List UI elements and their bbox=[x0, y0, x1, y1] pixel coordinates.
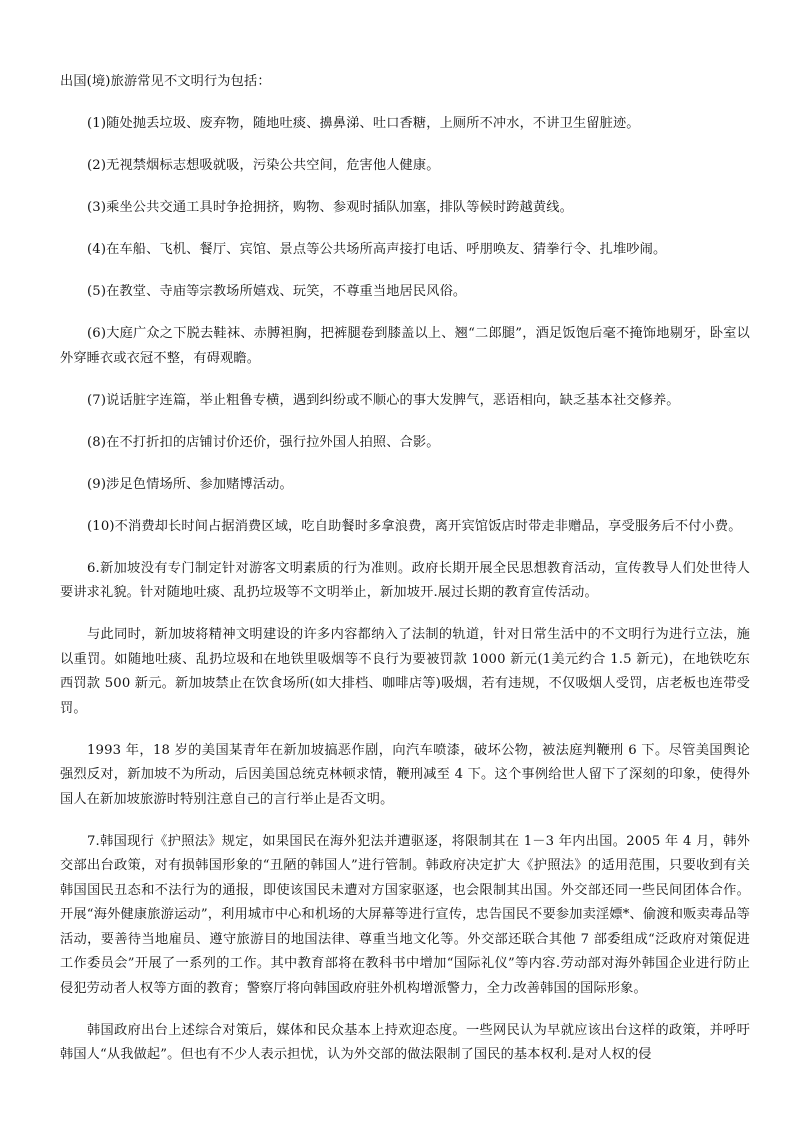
list-item: (3)乘坐公共交通工具时争抢拥挤，购物、参观时插队加塞，排队等候时跨越黄线。 bbox=[87, 200, 573, 215]
list-item: (6)大庭广众之下脱去鞋袜、赤膊袒胸，把裤腿卷到膝盖以上、翘“二郎腿”，酒足饭饱后毫不掩饰地剔牙，卧室以外穿睡衣或衣冠不整，有碍观瞻。 bbox=[60, 326, 750, 366]
list-item: (10)不消费却长时间占据消费区域，吃自助餐时多拿浪费，离开宾馆饭店时带走非赠品，享受服务后不付小费。 bbox=[87, 518, 742, 534]
list-item: (8)在不打折扣的店铺讨价还价，强行拉外国人拍照、合影。 bbox=[87, 434, 440, 450]
paragraph-singapore-case: 1993 年，18 岁的美国某青年在新加坡搞恶作剧，向汽车喷漆，破坏公物，被法庭判鞭刑 6 下。尽管美国舆论强烈反对，新加坡不为所动，后因美国总统克林顿求情，鞭刑减至 4 下。这个事例给世人留下了深刻的印象，使得外国人在新加坡旅游时特别注意自己的言行举止是否文明。 bbox=[60, 742, 750, 807]
list-item: (7)说话脏字连篇，举止粗鲁专横，遇到纠纷或不顺心的事大发脾气，恶语相向，缺乏基本社交修养。 bbox=[87, 392, 680, 408]
paragraph-singapore-law: 与此同时，新加坡将精神文明建设的许多内容都纳入了法制的轨道，针对日常生活中的不文明行为进行立法，施以重罚。如随地吐痰、乱扔垃圾和在地铁里吸烟等不良行为要被罚款 1000 新元(1美元约合 1.5 新元)，在地铁吃东西罚款 500 新元。新加坡禁止在饮食场所(如大排档、咖啡店等)吸烟，若有违规，不仅吸烟人受罚，店老板也连带受罚。 bbox=[60, 627, 750, 716]
intro-line: 出国(境)旅游常见不文明行为包括： bbox=[60, 74, 271, 89]
paragraph-singapore-intro: 6.新加坡没有专门制定针对游客文明素质的行为准则。政府长期开展全民思想教育活动，宣传教导人们处世待人要讲求礼貌。针对随地吐痰、乱扔垃圾等不文明举止，新加坡开.展过长期的教育宣传活动。 bbox=[60, 560, 750, 600]
list-item: (1)随处抛丢垃圾、废弃物，随地吐痰、擤鼻涕、吐口香糖，上厕所不冲水，不讲卫生留脏迹。 bbox=[87, 116, 640, 131]
paragraph-korea-passport-law: 7.韩国现行《护照法》规定，如果国民在海外犯法并遭驱逐，将限制其在 1－3 年内出国。2005 年 4 月，韩外交部出台政策，对有损韩国形象的“丑陋的韩国人”进行管制。韩政府决定扩大《护照法》的适用范围，只要收到有关韩国国民丑态和不法行为的通报，即使该国民未遭对方国家驱逐，也会限制其出国。外交部还同一些民间团体合作。开展“海外健康旅游运动”，利用城市中心和机场的大屏幕等进行宣传，忠告国民不要参加卖淫嫖*、偷渡和贩卖毒品等活动，要善待当地雇员、遵守旅游目的地国法律、尊重当地文化等。外交部还联合其他 7 部委组成“泛政府对策促进工作委员会”开展了一系列的工作。其中教育部将在教科书中增加“国际礼仪”等内容.劳动部对海外韩国企业进行防止侵犯劳动者人权等方面的教育；警察厅将向韩国政府驻外机构增派警力，全力改善韩国的国际形象。 bbox=[60, 833, 750, 996]
document-body bbox=[60, 70, 750, 1085]
list-item: (4)在车船、飞机、餐厅、宾馆、景点等公共场所高声接打电话、呼朋唤友、猜拳行令、扎堆吵闹。 bbox=[87, 242, 667, 257]
list-item: (9)涉足色情场所、参加赌博活动。 bbox=[87, 476, 293, 492]
paragraph-korea-reaction: 韩国政府出台上述综合对策后，媒体和民众基本上持欢迎态度。一些网民认为早就应该出台这样的政策，并呼吁韩国人“从我做起”。但也有不少人表示担忧，认为外交部的做法限制了国民的基本权利.是对人权的侵 bbox=[60, 1022, 750, 1062]
list-item: (5)在教堂、寺庙等宗教场所嬉戏、玩笑，不尊重当地居民风俗。 bbox=[87, 284, 467, 299]
list-item: (2)无视禁烟标志想吸就吸，污染公共空间，危害他人健康。 bbox=[87, 158, 440, 173]
